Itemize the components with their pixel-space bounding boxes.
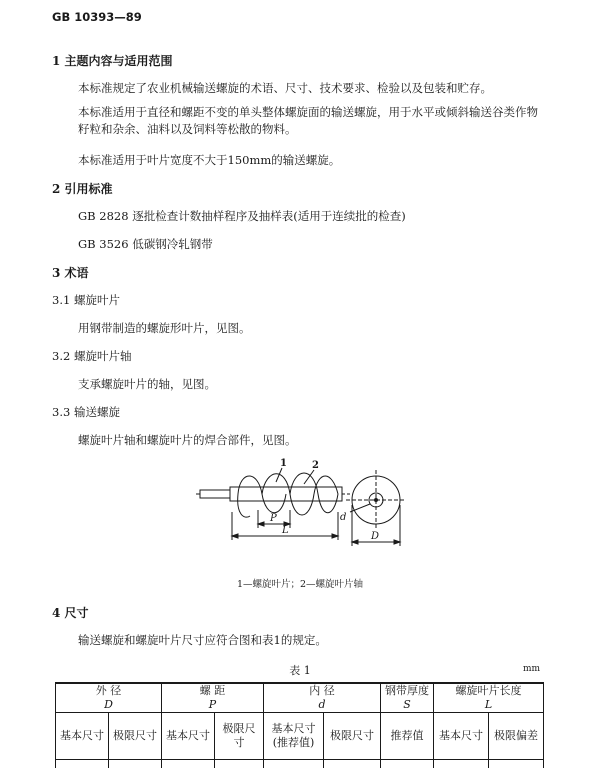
header-pitch [162, 683, 264, 713]
figure-label-outer-diameter: D [371, 531, 380, 542]
term-3-2-body: 支承螺旋叶片的轴，见图。 [78, 377, 216, 391]
header-blade-length [434, 683, 544, 713]
reference-gb2828: GB 2828 逐批检查计数抽样程序及抽样表(适用于连续批的检查) [78, 209, 406, 223]
standard-number-header: GB 10393—89 [52, 10, 142, 24]
header-blade-length-label: 螺旋叶片长度 [455, 684, 522, 697]
header-outer-diameter [56, 683, 162, 713]
dimension-table [55, 682, 544, 768]
figure-label-length: L [282, 525, 289, 536]
header-pitch-label: 螺 距 [199, 684, 226, 697]
subheader-cell: 极限尺寸 [324, 713, 381, 760]
subheader-cell: 基本尺寸 [434, 713, 489, 760]
section-4-paragraph: 输送螺旋和螺旋叶片尺寸应符合图和表1的规定。 [78, 633, 327, 647]
term-3-3-title: 3.3 输送螺旋 [52, 405, 120, 419]
header-strip-thickness [381, 683, 434, 713]
header-inner-diameter-symbol: d [318, 698, 326, 711]
header-inner-diameter [264, 683, 381, 713]
table-title: 表 1 [289, 664, 311, 677]
term-3-3-body: 螺旋叶片轴和螺旋叶片的焊合部件，见图。 [78, 433, 297, 447]
header-blade-length-symbol: L [484, 698, 493, 711]
term-3-1-body: 用钢带制造的螺旋形叶片，见图。 [78, 321, 251, 335]
figure-caption: 1—螺旋叶片；2—螺旋叶片轴 [236, 579, 364, 590]
table-unit: mm [523, 664, 541, 674]
header-strip-thickness-label: 钢带厚度 [385, 684, 429, 697]
subheader-cell: 极限尺寸 [215, 713, 264, 760]
subheader-cell: 极限尺寸 [109, 713, 162, 760]
header-strip-thickness-symbol: S [403, 698, 411, 711]
shaft-left-stub [200, 490, 230, 498]
section-4-heading: 4 尺寸 [52, 606, 89, 620]
subheader-cell: 基本尺寸 [56, 713, 109, 760]
leader-2 [304, 470, 314, 484]
section-2-heading: 2 引用标准 [52, 182, 113, 196]
subheader-cell: 基本尺寸(推荐值) [264, 713, 324, 760]
header-pitch-symbol: P [208, 698, 217, 711]
figure-label-1: 1 [280, 458, 287, 469]
section-1-heading: 1 主题内容与适用范围 [52, 54, 173, 68]
section-3-heading: 3 术语 [52, 266, 89, 280]
subheader-cell: 极限偏差 [489, 713, 544, 760]
section-1-paragraph-1: 本标准规定了农业机械输送螺旋的术语、尺寸、技术要求、检验以及包装和贮存。 [78, 81, 492, 95]
term-3-1-title: 3.1 螺旋叶片 [52, 293, 120, 307]
subheader-cell: 推荐值 [381, 713, 434, 760]
reference-gb3526: GB 3526 低碳钢冷轧钢带 [78, 237, 213, 251]
term-3-2-title: 3.2 螺旋叶片轴 [52, 349, 132, 363]
header-inner-diameter-label: 内 径 [309, 684, 335, 697]
figure-label-inner-diameter: d [340, 512, 347, 523]
figure-label-2: 2 [312, 460, 319, 471]
subheader-cell: 基本尺寸 [162, 713, 215, 760]
header-outer-diameter-symbol: D [104, 698, 113, 711]
section-1-paragraph-2: 本标准适用于直径和螺距不变的单头整体螺旋面的输送螺旋，用于水平或倾斜输送谷类作物籽粒和杂余、油料以及饲料等松散的物料。 [78, 105, 538, 136]
helix-loop-1 [238, 476, 286, 513]
figure-label-pitch: P [270, 513, 277, 524]
header-outer-diameter-label: 外 径 [95, 684, 122, 697]
helix-loop-2 [262, 474, 314, 515]
section-1-paragraph-3: 本标准适用于叶片宽度不大于150mm的输送螺旋。 [78, 153, 341, 167]
